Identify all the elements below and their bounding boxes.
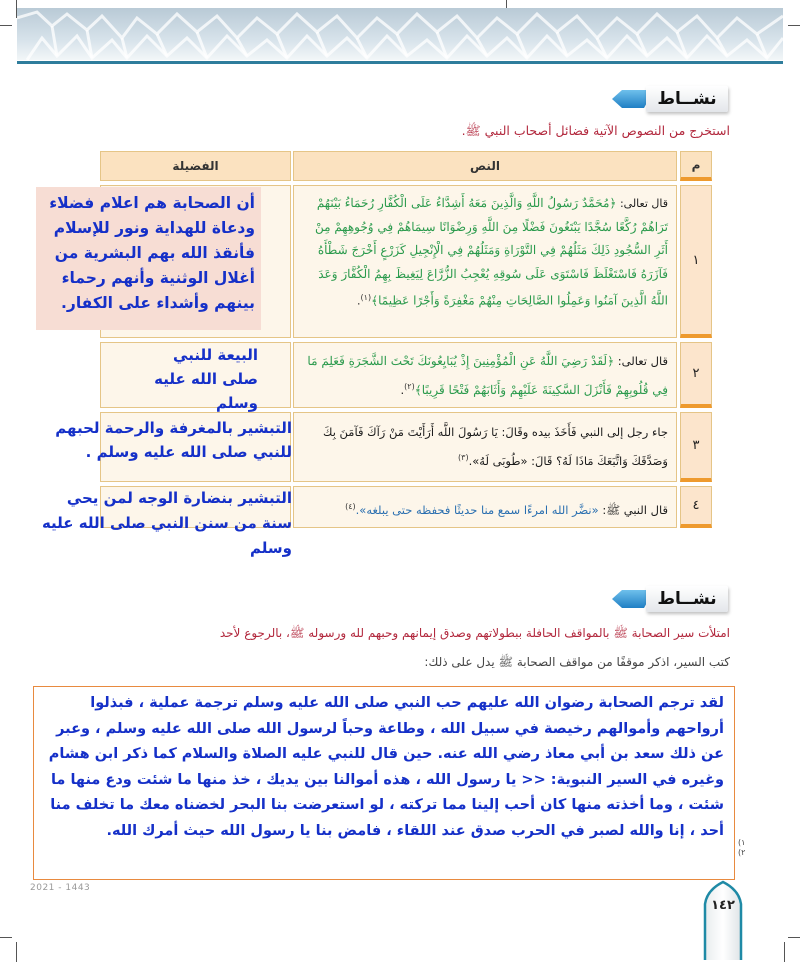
- text-prefix: قال تعالى:: [616, 197, 668, 210]
- text-suffix: .: [400, 382, 405, 397]
- header-num: م: [680, 151, 712, 181]
- footnote-ref: (٢): [404, 382, 415, 391]
- crop-mark: [0, 25, 12, 26]
- text-cell: [293, 486, 677, 528]
- header-divider: [17, 61, 783, 64]
- footnote-mark: (٢: [738, 848, 746, 857]
- text-prefix: قال تعالى:: [614, 354, 668, 368]
- header-virtue: الفضيلة: [100, 151, 291, 181]
- text-cell: [293, 185, 677, 338]
- page-number-badge: [703, 880, 743, 960]
- crop-mark: [16, 942, 17, 962]
- text-suffix: .: [357, 294, 361, 308]
- arabesque-pattern-icon: [17, 8, 783, 60]
- table-header: [100, 151, 712, 181]
- page-number: ١٤٢: [711, 898, 735, 913]
- header-text: النص: [293, 151, 677, 181]
- row-number: ٣: [680, 412, 712, 482]
- activity-instruction-continued: كتب السير، اذكر موقفًا من مواقف الصحابة ﷺ يدل على ذلك:: [424, 655, 730, 669]
- quran-text: ﴿لَقَدْ رَضِيَ اللَّهُ عَنِ الْمُؤْمِنِينَ إِذْ يُبَايِعُونَكَ تَحْتَ الشَّجَرَةِ فَعَلِمَ مَا فِي قُلُوبِهِمْ فَأَنْزَلَ السَّكِينَةَ عَلَيْهِمْ وَأَثَابَهُمْ فَتْحًا قَرِيبًا﴾: [307, 354, 668, 397]
- footnote-marks: [738, 838, 745, 858]
- text-prefix: قال النبي ﷺ:: [598, 502, 668, 517]
- row-number: ٢: [680, 342, 712, 408]
- row-number: ٤: [680, 486, 712, 528]
- answer-row-1[interactable]: أن الصحابة هم اعلام فضلاء ودعاة للهداية ونور للإسلام فأنقذ الله بهم البشرية من أغلال الوثنية وأنهم رحماء بينهم وأشداء على الكفار.: [36, 187, 261, 330]
- activity-title: نشــاط: [646, 586, 728, 612]
- answer-row-3[interactable]: التبشير بالمغرفة والرحمة لحبهم للنبي صلى الله عليه وسلم .: [55, 419, 292, 461]
- answer-box[interactable]: لقد ترجم الصحابة رضوان الله عليهم حب النبي صلى الله عليه وسلم ترجمة عملية ، فبذلوا أرواحهم وأموالهم رخيصة في سبيل الله ، وطاعة وحباً لرسول الله صلى الله عليه وسلم ، وعبر عن ذلك سعد بن أبي معاذ رضي الله عنه. حين قال للنبي عليه الصلاة والسلام كما ذكر ابن هشام وغيره في السير النبوية: << يا رسول الله ، هذه أموالنا بين يديك ، خذ منها ما شئت ودع منها ما شئت ، وما أخذته منها كان أحب إلينا مما تركته ، لو استعرضت بنا البحر لخضناه معك ما تخلف منا أحد ، إنا والله لصبر في الحرب صدق عند اللقاء ، فامض بنا يا رسول الله حيث أمرك الله.: [33, 686, 735, 880]
- activity-tag: [612, 86, 728, 112]
- activity-instruction: امتلأت سير الصحابة ﷺ بالمواقف الحافلة ببطولاتهم وصدق إيمانهم وحبهم لله ورسوله ﷺ، بالرجوع لأحد: [219, 626, 730, 640]
- crop-mark: [788, 937, 800, 938]
- quran-text: ﴿مُحَمَّدٌ رَسُولُ اللَّهِ وَالَّذِينَ مَعَهُ أَشِدَّاءُ عَلَى الْكُفَّارِ رُحَمَاءُ بَيْنَهُمْ تَرَاهُمْ رُكَّعًا سُجَّدًا يَبْتَغُونَ فَضْلًا مِنَ اللَّهِ وَرِضْوَانًا سِيمَاهُمْ فِي وُجُوهِهِمْ مِنْ أَثَرِ السُّجُودِ ذَلِكَ مَثَلُهُمْ فِي التَّوْرَاةِ وَمَثَلُهُمْ فِي الْإِنْجِيلِ كَزَرْعٍ أَخْرَجَ شَطْأَهُ فَآزَرَهُ فَاسْتَغْلَظَ فَاسْتَوَى عَلَى سُوقِهِ يُعْجِبُ الزُّرَّاعَ لِيَغِيظَ بِهِمُ الْكُفَّارَ وَعَدَ اللَّهُ الَّذِينَ آمَنُوا وَعَمِلُوا الصَّالِحَاتِ مِنْهُمْ مَغْفِرَةً وَأَجْرًا عَظِيمًا﴾: [314, 196, 668, 308]
- row-number: ١: [680, 185, 712, 338]
- answer-row-2[interactable]: البيعة للنبي صلى الله عليه وسلم: [154, 346, 258, 412]
- activity-instruction: استخرج من النصوص الآتية فضائل أصحاب النبي ﷺ.: [461, 123, 730, 138]
- answer-row-4[interactable]: التبشير بنضارة الوجه لمن يحي سنة من سنن النبي صلى الله عليه وسلم: [41, 489, 292, 557]
- page-arch-icon: [703, 880, 743, 960]
- text-cell: [293, 342, 677, 408]
- hadith-text: «نضَّر الله امرءًا سمع منا حديثًا فحفظه حتى يبلغه».: [355, 502, 599, 517]
- footnote-ref: (١): [360, 293, 372, 302]
- footnote-ref: (٤): [345, 502, 356, 511]
- hadith-text: جاء رجل إلى النبي فَأَخَذَ بيده وقَالَ: يَا رَسُولَ اللَّه أَرَأَيْتَ مَنْ رَآكَ فَآمَنَ بِكَ وَصَدَّقَكَ وَاتَّبَعَكَ مَاذَا لَهُ؟ قَالَ: «طُوبَى لَهُ».: [323, 425, 668, 468]
- footnote-ref: (٣): [458, 453, 469, 462]
- crop-mark: [0, 937, 12, 938]
- edition-year: 2021 - 1443: [30, 883, 91, 893]
- header-banner: [17, 8, 783, 60]
- footnote-mark: (١: [738, 838, 746, 847]
- activity-tag: [612, 586, 728, 612]
- crop-mark: [788, 25, 800, 26]
- crop-mark: [784, 942, 785, 962]
- text-cell: [293, 412, 677, 482]
- activity-title: نشــاط: [646, 86, 728, 112]
